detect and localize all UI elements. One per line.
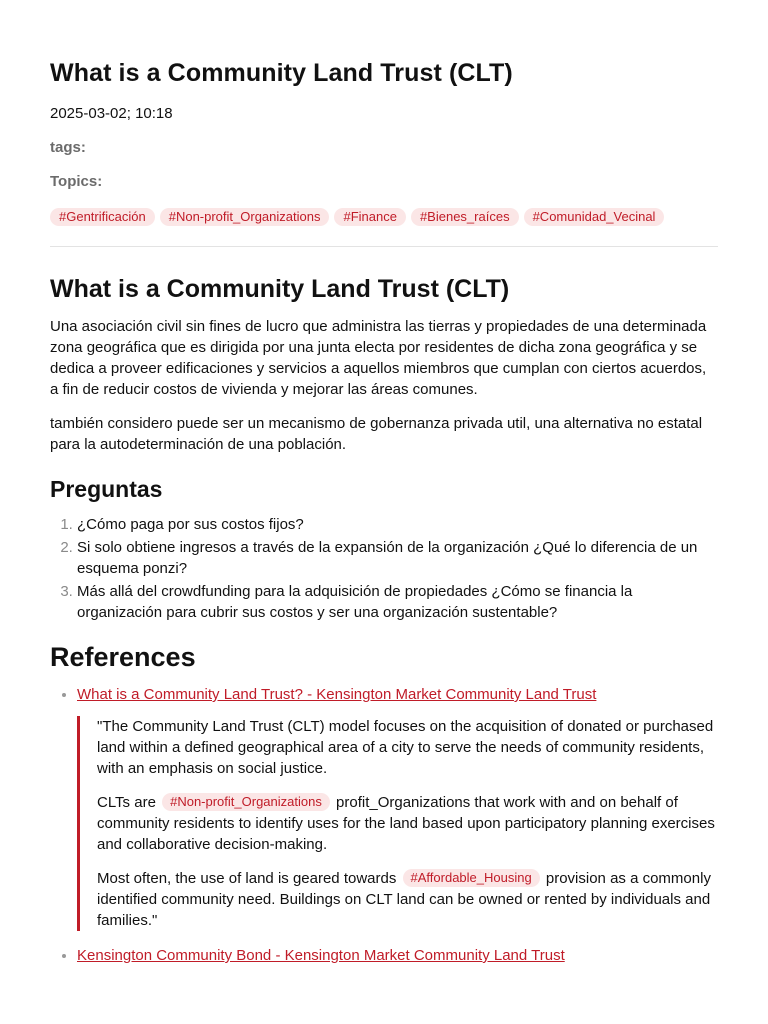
opinion-paragraph: también considero puede ser un mecanismo de gobernanza privada util, una alternativa no estatal para la autodeterminación de una población. [50,415,703,453]
reference-item [77,684,718,931]
quote-text: profit_Organizations that work with and on behalf of community residents to identify uses for the land based upon participatory planning exercises and collaborative decision-making. [97,794,715,853]
divider [50,246,718,247]
reference-link-kensington-bond[interactable]: Kensington Community Bond - Kensington Market Community Land Trust [77,947,565,964]
definition-paragraph: Una asociación civil sin fines de lucro que administra las tierras y propiedades de una determinada zona geográfica que es dirigida por una junta electa por residentes de dicha zona geográfica y se dedica a proveer edificaciones y servicios a aquellos miembros que cumplan con ciertos acuerdos, a fin de reducir costos de vivienda y mejorar las áreas comunes. [50,318,707,398]
tag-finance[interactable]: #Finance [334,208,405,226]
tags-label: tags: [50,139,86,156]
list-item: 3. Más allá del crowdfunding para la adquisición de propiedades ¿Cómo se financia la organización para cubrir sus costos y ser una organización sustentable? [77,581,718,623]
quote-paragraph [97,792,718,855]
tag-comunidad-vecinal[interactable]: #Comunidad_Vecinal [524,208,665,226]
tag-bienes-raices[interactable]: #Bienes_raíces [411,208,519,226]
page-title: What is a Community Land Trust (CLT) [50,59,513,87]
list-item: 2. Si solo obtiene ingresos a través de la expansión de la organización ¿Qué lo diferencia de un esquema ponzi? [77,537,718,579]
quote-paragraph: "The Community Land Trust (CLT) model focuses on the acquisition of donated or purchased land within a defined geographical area of a city to serve the needs of community residents, with an emphasis on social justice. [97,718,714,777]
quote-text: CLTs are [97,794,156,811]
reference-quote [77,716,718,931]
list-item: 1. ¿Cómo paga por sus costos fijos? [77,514,718,535]
note-date: 2025-03-02; 10:18 [50,105,173,122]
topic-tags [50,208,718,226]
reference-link-what-is-clt[interactable]: What is a Community Land Trust? - Kensington Market Community Land Trust [77,686,597,703]
tag-gentrificacion[interactable]: #Gentrificación [50,208,155,226]
quote-text: provision as a commonly identified community need. Buildings on CLT land can be owned or rented by individuals and families." [97,870,711,929]
quote-paragraph [97,868,718,931]
questions-heading: Preguntas [50,476,163,502]
tag-non-profit-organizations[interactable]: #Non-profit_Organizations [160,208,330,226]
reference-item [77,945,718,966]
section-title: What is a Community Land Trust (CLT) [50,275,510,303]
topics-label: Topics: [50,173,103,190]
questions-list [50,514,718,623]
tag-affordable-housing-inline[interactable]: #Affordable_Housing [403,869,540,887]
tag-non-profit-organizations-inline[interactable]: #Non-profit_Organizations [162,793,330,811]
quote-text: Most often, the use of land is geared towards [97,870,397,887]
references-list [50,684,718,966]
references-heading: References [50,642,196,672]
